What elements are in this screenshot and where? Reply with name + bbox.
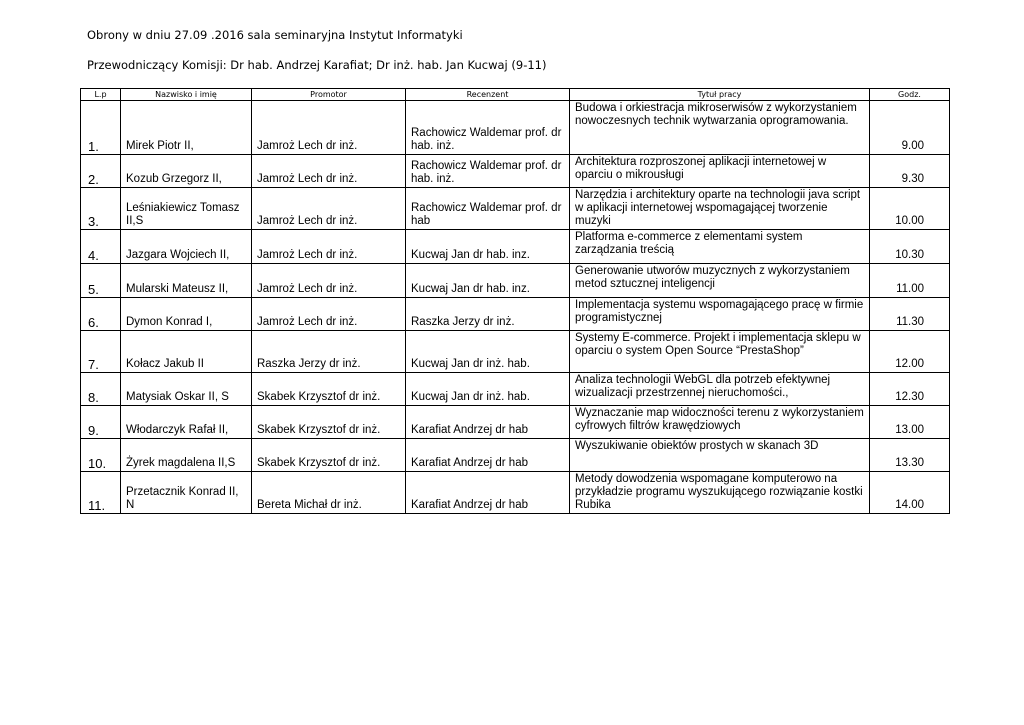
reviewer-cell: Raszka Jerzy dr inż.	[406, 298, 570, 331]
reviewer-cell: Rachowicz Waldemar prof. dr hab	[406, 188, 570, 230]
lp-cell: 11.	[81, 472, 121, 514]
student-name-cell: Włodarczyk Rafał II,	[121, 406, 252, 439]
column-header-time: Godz.	[870, 89, 950, 101]
reviewer-cell: Karafiat Andrzej dr hab	[406, 472, 570, 514]
reviewer-cell: Karafiat Andrzej dr hab	[406, 439, 570, 472]
committee-chair-line: Przewodniczący Komisji: Dr hab. Andrzej Karafiat; Dr inż. hab. Jan Kucwaj (9-11)	[87, 58, 547, 72]
thesis-title-cell: Metody dowodzenia wspomagane komputerowo na przykładzie programu wyszukującego rozwiązanie kostki Rubika	[570, 472, 870, 514]
thesis-title-cell: Wyszukiwanie obiektów prostych w skanach 3D	[570, 439, 870, 472]
column-header-recenzent: Recenzent	[406, 89, 570, 101]
time-cell: 9.30	[870, 155, 950, 188]
thesis-title-cell: Generowanie utworów muzycznych z wykorzystaniem metod sztucznej inteligencji	[570, 264, 870, 298]
lp-cell: 5.	[81, 264, 121, 298]
table-row	[81, 230, 950, 264]
lp-cell: 6.	[81, 298, 121, 331]
time-cell: 10.00	[870, 188, 950, 230]
table-row	[81, 264, 950, 298]
student-name-cell: Matysiak Oskar II, S	[121, 373, 252, 406]
promotor-cell: Bereta Michał dr inż.	[252, 472, 406, 514]
reviewer-cell: Karafiat Andrzej dr hab	[406, 406, 570, 439]
thesis-title-cell: Analiza technologii WebGL dla potrzeb efektywnej wizualizacji przestrzennej nieruchomości.,	[570, 373, 870, 406]
thesis-title-cell: Architektura rozproszonej aplikacji internetowej w oparciu o mikrousługi	[570, 155, 870, 188]
column-header-lp: L.p	[81, 89, 121, 101]
table-body	[81, 101, 950, 514]
promotor-cell: Jamroż Lech dr inż.	[252, 155, 406, 188]
lp-cell: 8.	[81, 373, 121, 406]
defense-schedule-table	[80, 88, 950, 514]
reviewer-cell: Rachowicz Waldemar prof. dr hab. inż.	[406, 101, 570, 155]
table-row	[81, 406, 950, 439]
lp-cell: 1.	[81, 101, 121, 155]
lp-cell: 7.	[81, 331, 121, 373]
table-row	[81, 298, 950, 331]
time-cell: 14.00	[870, 472, 950, 514]
student-name-cell: Dymon Konrad I,	[121, 298, 252, 331]
lp-cell: 2.	[81, 155, 121, 188]
student-name-cell: Mularski Mateusz II,	[121, 264, 252, 298]
student-name-cell: Żyrek magdalena II,S	[121, 439, 252, 472]
thesis-title-cell: Systemy E-commerce. Projekt i implementacja sklepu w oparciu o system Open Source “PrestaShop”	[570, 331, 870, 373]
table-row	[81, 472, 950, 514]
time-cell: 13.00	[870, 406, 950, 439]
table-row	[81, 188, 950, 230]
table-row	[81, 439, 950, 472]
student-name-cell: Jazgara Wojciech II,	[121, 230, 252, 264]
thesis-title-cell: Budowa i orkiestracja mikroserwisów z wykorzystaniem nowoczesnych technik wytwarzania oprogramowania.	[570, 101, 870, 155]
reviewer-cell: Kucwaj Jan dr inż. hab.	[406, 373, 570, 406]
promotor-cell: Raszka Jerzy dr inż.	[252, 331, 406, 373]
table-row	[81, 331, 950, 373]
time-cell: 11.30	[870, 298, 950, 331]
student-name-cell: Przetacznik Konrad II, N	[121, 472, 252, 514]
student-name-cell: Kozub Grzegorz II,	[121, 155, 252, 188]
time-cell: 12.30	[870, 373, 950, 406]
lp-cell: 4.	[81, 230, 121, 264]
column-header-name: Nazwisko i imię	[121, 89, 252, 101]
table-row	[81, 373, 950, 406]
lp-cell: 3.	[81, 188, 121, 230]
time-cell: 9.00	[870, 101, 950, 155]
student-name-cell: Mirek Piotr II,	[121, 101, 252, 155]
time-cell: 13.30	[870, 439, 950, 472]
lp-cell: 10.	[81, 439, 121, 472]
promotor-cell: Jamroż Lech dr inż.	[252, 264, 406, 298]
promotor-cell: Skabek Krzysztof dr inż.	[252, 406, 406, 439]
promotor-cell: Jamroż Lech dr inż.	[252, 298, 406, 331]
column-header-title: Tytuł pracy	[570, 89, 870, 101]
time-cell: 12.00	[870, 331, 950, 373]
thesis-title-cell: Narzędzia i architektury oparte na technologii java script w aplikacji internetowej wspomagającej tworzenie muzyki	[570, 188, 870, 230]
promotor-cell: Jamroż Lech dr inż.	[252, 188, 406, 230]
time-cell: 10.30	[870, 230, 950, 264]
reviewer-cell: Rachowicz Waldemar prof. dr hab. inż.	[406, 155, 570, 188]
student-name-cell: Leśniakiewicz Tomasz II,S	[121, 188, 252, 230]
thesis-title-cell: Wyznaczanie map widoczności terenu z wykorzystaniem cyfrowych filtrów krawędziowych	[570, 406, 870, 439]
student-name-cell: Kołacz Jakub II	[121, 331, 252, 373]
promotor-cell: Jamroż Lech dr inż.	[252, 230, 406, 264]
promotor-cell: Jamroż Lech dr inż.	[252, 101, 406, 155]
promotor-cell: Skabek Krzysztof dr inż.	[252, 373, 406, 406]
column-header-promotor: Promotor	[252, 89, 406, 101]
reviewer-cell: Kucwaj Jan dr hab. inz.	[406, 230, 570, 264]
reviewer-cell: Kucwaj Jan dr inż. hab.	[406, 331, 570, 373]
thesis-title-cell: Platforma e-commerce z elementami system zarządzania treścią	[570, 230, 870, 264]
table-row	[81, 155, 950, 188]
lp-cell: 9.	[81, 406, 121, 439]
document-title: Obrony w dniu 27.09 .2016 sala seminaryjna Instytut Informatyki	[87, 28, 463, 42]
reviewer-cell: Kucwaj Jan dr hab. inz.	[406, 264, 570, 298]
promotor-cell: Skabek Krzysztof dr inż.	[252, 439, 406, 472]
thesis-title-cell: Implementacja systemu wspomagającego pracę w firmie programistycznej	[570, 298, 870, 331]
table-row	[81, 101, 950, 155]
time-cell: 11.00	[870, 264, 950, 298]
table-header-row	[81, 89, 950, 101]
